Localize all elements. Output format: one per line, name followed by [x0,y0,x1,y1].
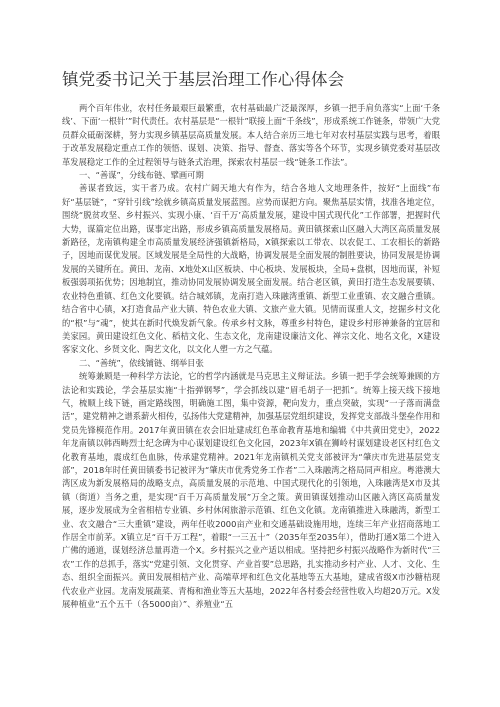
document-title: 镇党委书记关于基层治理工作心得体会 [62,70,345,89]
paragraph: 统筹兼顾是一种科学方法论，它的哲学内涵就是马克思主义辩证法。乡镇一把手学会统筹兼顾的方法论和实践论，学会基层实施“十指弹钢琴”，学会抓线以建“眉毛胡子一把抓”。统筹上接天线下接地气，梳顺上线下链，画定路线图，明确施工图，集中资源，靶向发力，重点突破，实现“一子落而满盘活”，建党精神之谱系薪火相传，弘扬伟大党建精神，加强基层党组织建设，发挥党支部战斗堡垒作用和党员先锋模范作用。2017年黄田镇在农会旧址建成红色革命教育基地和编辑《中共黄田党史》，2022年龙南镇以韩西畴烈士纪念碑为中心谋划建设红色文化园，2023年X镇在狮岭村谋划建设老区村红色文化教育基地，震成红色血脉，传承建党精神。2021年龙南镇机关党支部被评为“肇庆市先进基层党支部”，2018年时任黄田镇委书记被评为“肇庆市优秀党务工作者”二入珠融湾之格局同声相应。粤港澳大湾区成为新发展格局的战略支点，高质量发展的示范地、中国式现代化的引领地，入珠融湾是X市及其镇（街道）当务之重，是实现“百千万高质量发展”万全之策。黄田镇谋划推动山区融入湾区高质量发展，逐步发展成为全省相桔专业镇、乡村休闲旅游示范镇、红色文化镇。龙南镇推进入珠融湾，新型工业、农文融合“三大重镇”建设，两年任收2000亩产业和交通基础设施用地，连续三年产业招商落地工作居全市前茅。X镇立足“百千万工程”，着眼“一三五十”（2035年至2035年），借助打通X第二个进入广佛的通道，谋划经济总量再造一个X。乡村振兴之业产适以相成。坚持把乡村振兴战略作为新时代“三农”工作的总抓手，落实“党建引领、文化贯穿、产业首要”总思路，扎实推动乡村产业、人才、文化、生态、组织全面振兴。黄田发展相桔产业、高端草坪和红色文化基地等五大基地，建成省级X市沙糖桔现代农业产业园。龙南发展蔬菜、青梅和渔业等五大基地，2022年各村委会经营性收入均超20万元。X发展种植业“五个五千（各5000亩）”、养殖业“五 [62,371,440,610]
section-heading: 二、“善统”，依线铺链、纲举目张 [79,357,204,368]
section-heading: 一、“善谋”，分线布链、擘画可期 [79,170,204,181]
document-body [62,102,440,611]
paragraph: 两个百年伟业，农村任务最艰巨最繁重，农村基础最广泛最深厚，乡镇一把手肩负落实“上面‘千条线’、下面‘一根针’”时代责任。农村基层是“一根针”联接上面“千条线”，形成系统工作链条，带领广大党员群众砥砺深耕，努力实现乡镇基层高质量发展。本人结合亲历三地七年对农村基层实践与思考，着眼于改革发展稳定重点工作的领悟、谋划、决策、指导、督查、落实等各个环节，实现乡镇党委对基层改革发展稳定工作的全过程领导与链条式治理，探索农村基层一线“链条工作法”。 [62,103,440,167]
paragraph: 善谋者致远，实干者乃成。农村广阔天地大有作为，结合各地人文地理条件，按好“上面线”布好“基层链”，“穿针引线”绘就乡镇高质量发展蓝图。应势而谋把方向。聚焦基层实情，找准各地定位，围绕“脱贫攻坚、乡村振兴、实现小康、‘百千万’高质量发展，建设中国式现代化”工作部署，把握时代大势，谋篇定位出路，谋事定出路，形成乡镇高质量发展格局。黄田镇探索山区融入大湾区高质量发展新路径，龙南镇构建全市高质量发展经济强镇新格局，X镇探索以工带农、以农促工、工农相长的新路子，因地而谋优发展。区域发展是全局性的大战略，协调发展是全面发展的制胜要诀，协同发展是协调发展的关键所在。黄田、龙南、X地处X山区板块、中心板块、发展板块，全局+盘棋，因地而谋，补短板强弱项拓优势；因地制宜，推动协同发展协调发展全面发展。结合老区镇，黄田打造生态发展要镇、农业特色重镇、红色文化要镇。结合城郊镇，龙南打造入珠融湾重镇、新型工业重镇、农文融合重镇。结合省中心镇，X打造食品产业大镇、特色农业大镇、文旅产业大镇。见情而谋重人文，挖掘乡村文化的“根”与“魂”，使其在新时代焕发新气象。传承乡村文脉，尊重乡村特色，建设乡村形神兼备的宜居和美家园。黄田建设红色文化、稻桔文化、生态文化，龙南建设廉洁文化、禅宗文化、地名文化，X建设客家文化、乡贤文化、陶艺文化，以文化人塑一方之气蕴。 [62,183,440,355]
